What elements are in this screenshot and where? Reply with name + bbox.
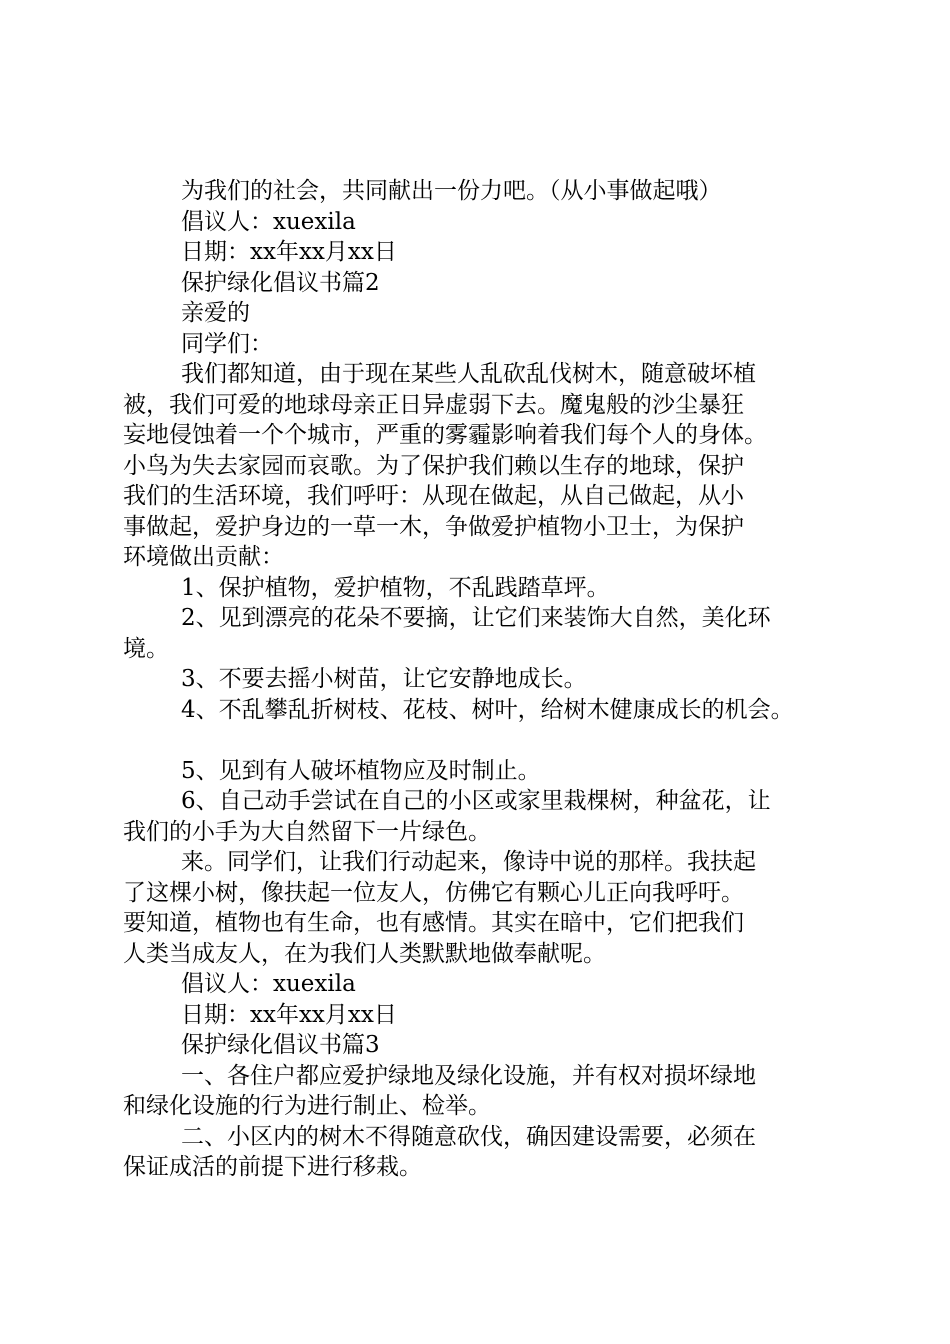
paragraph-line: 一、各住户都应爱护绿地及绿化设施，并有权对损坏绿地 [181,1062,756,1089]
paragraph-line: 事做起，爱护身边的一草一木，争做爱护植物小卫士，为保护 [123,513,744,540]
date-line: 日期：xx年xx月xx日 [181,1001,397,1028]
paragraph-line: 妄地侵蚀着一个个城市，严重的雾霾影响着我们每个人的身体。 [123,422,767,448]
paragraph-line: 要知道，植物也有生命，也有感情。其实在暗中，它们把我们 [123,910,744,936]
paragraph-line: 人类当成友人，在为我们人类默默地做奉献呢。 [123,940,606,967]
list-item: 5、见到有人破坏植物应及时制止。 [181,757,541,784]
list-item-continuation: 境。 [123,635,169,662]
paragraph-line: 和绿化设施的行为进行制止、检举。 [123,1093,491,1119]
blank-line [123,725,833,756]
list-item: 2、见到漂亮的花朵不要摘，让它们来装饰大自然，美化环 [181,605,771,631]
salutation-line: 亲爱的 [181,300,250,326]
paragraph-line: 了这棵小树，像扶起一位友人，仿佛它有颗心儿正向我呼吁。 [123,879,744,906]
list-item: 6、自己动手尝试在自己的小区或家里栽棵树，种盆花，让 [181,788,771,814]
section-heading: 保护绿化倡议书篇2 [181,269,380,296]
paragraph-line: 我们都知道，由于现在某些人乱砍乱伐树木，随意破坏植 [181,361,756,387]
paragraph-line: 环境做出贡献： [123,544,284,570]
paragraph-line: 为我们的社会，共同献出一份力吧。（从小事做起哦） [181,178,722,204]
paragraph-line: 来。同学们，让我们行动起来，像诗中说的那样。我扶起 [181,849,756,875]
list-item-continuation: 我们的小手为大自然留下一片绿色。 [123,818,491,845]
document-body [123,176,833,1183]
list-item: 1、保护植物，爱护植物，不乱践踏草坪。 [181,574,610,601]
paragraph-line: 二、小区内的树木不得随意砍伐，确因建设需要，必须在 [181,1123,756,1150]
paragraph-line: 被，我们可爱的地球母亲正日异虚弱下去。魔鬼般的沙尘暴狂 [123,391,744,418]
signer-line: 倡议人：xuexila [181,208,356,235]
list-item: 4、不乱攀乱折树枝、花枝、树叶，给树木健康成长的机会。 [181,696,794,723]
date-line: 日期：xx年xx月xx日 [181,239,397,265]
paragraph-line: 小鸟为失去家园而哀歌。为了保护我们赖以生存的地球，保护 [123,452,744,479]
list-item: 3、不要去摇小树苗，让它安静地成长。 [181,666,587,692]
salutation-line: 同学们： [181,330,273,357]
paragraph-line: 保证成活的前提下进行移栽。 [123,1154,422,1180]
paragraph-line: 我们的生活环境，我们呼吁：从现在做起，从自己做起，从小 [123,483,744,509]
section-heading: 保护绿化倡议书篇3 [181,1032,380,1058]
signer-line: 倡议人：xuexila [181,971,356,997]
